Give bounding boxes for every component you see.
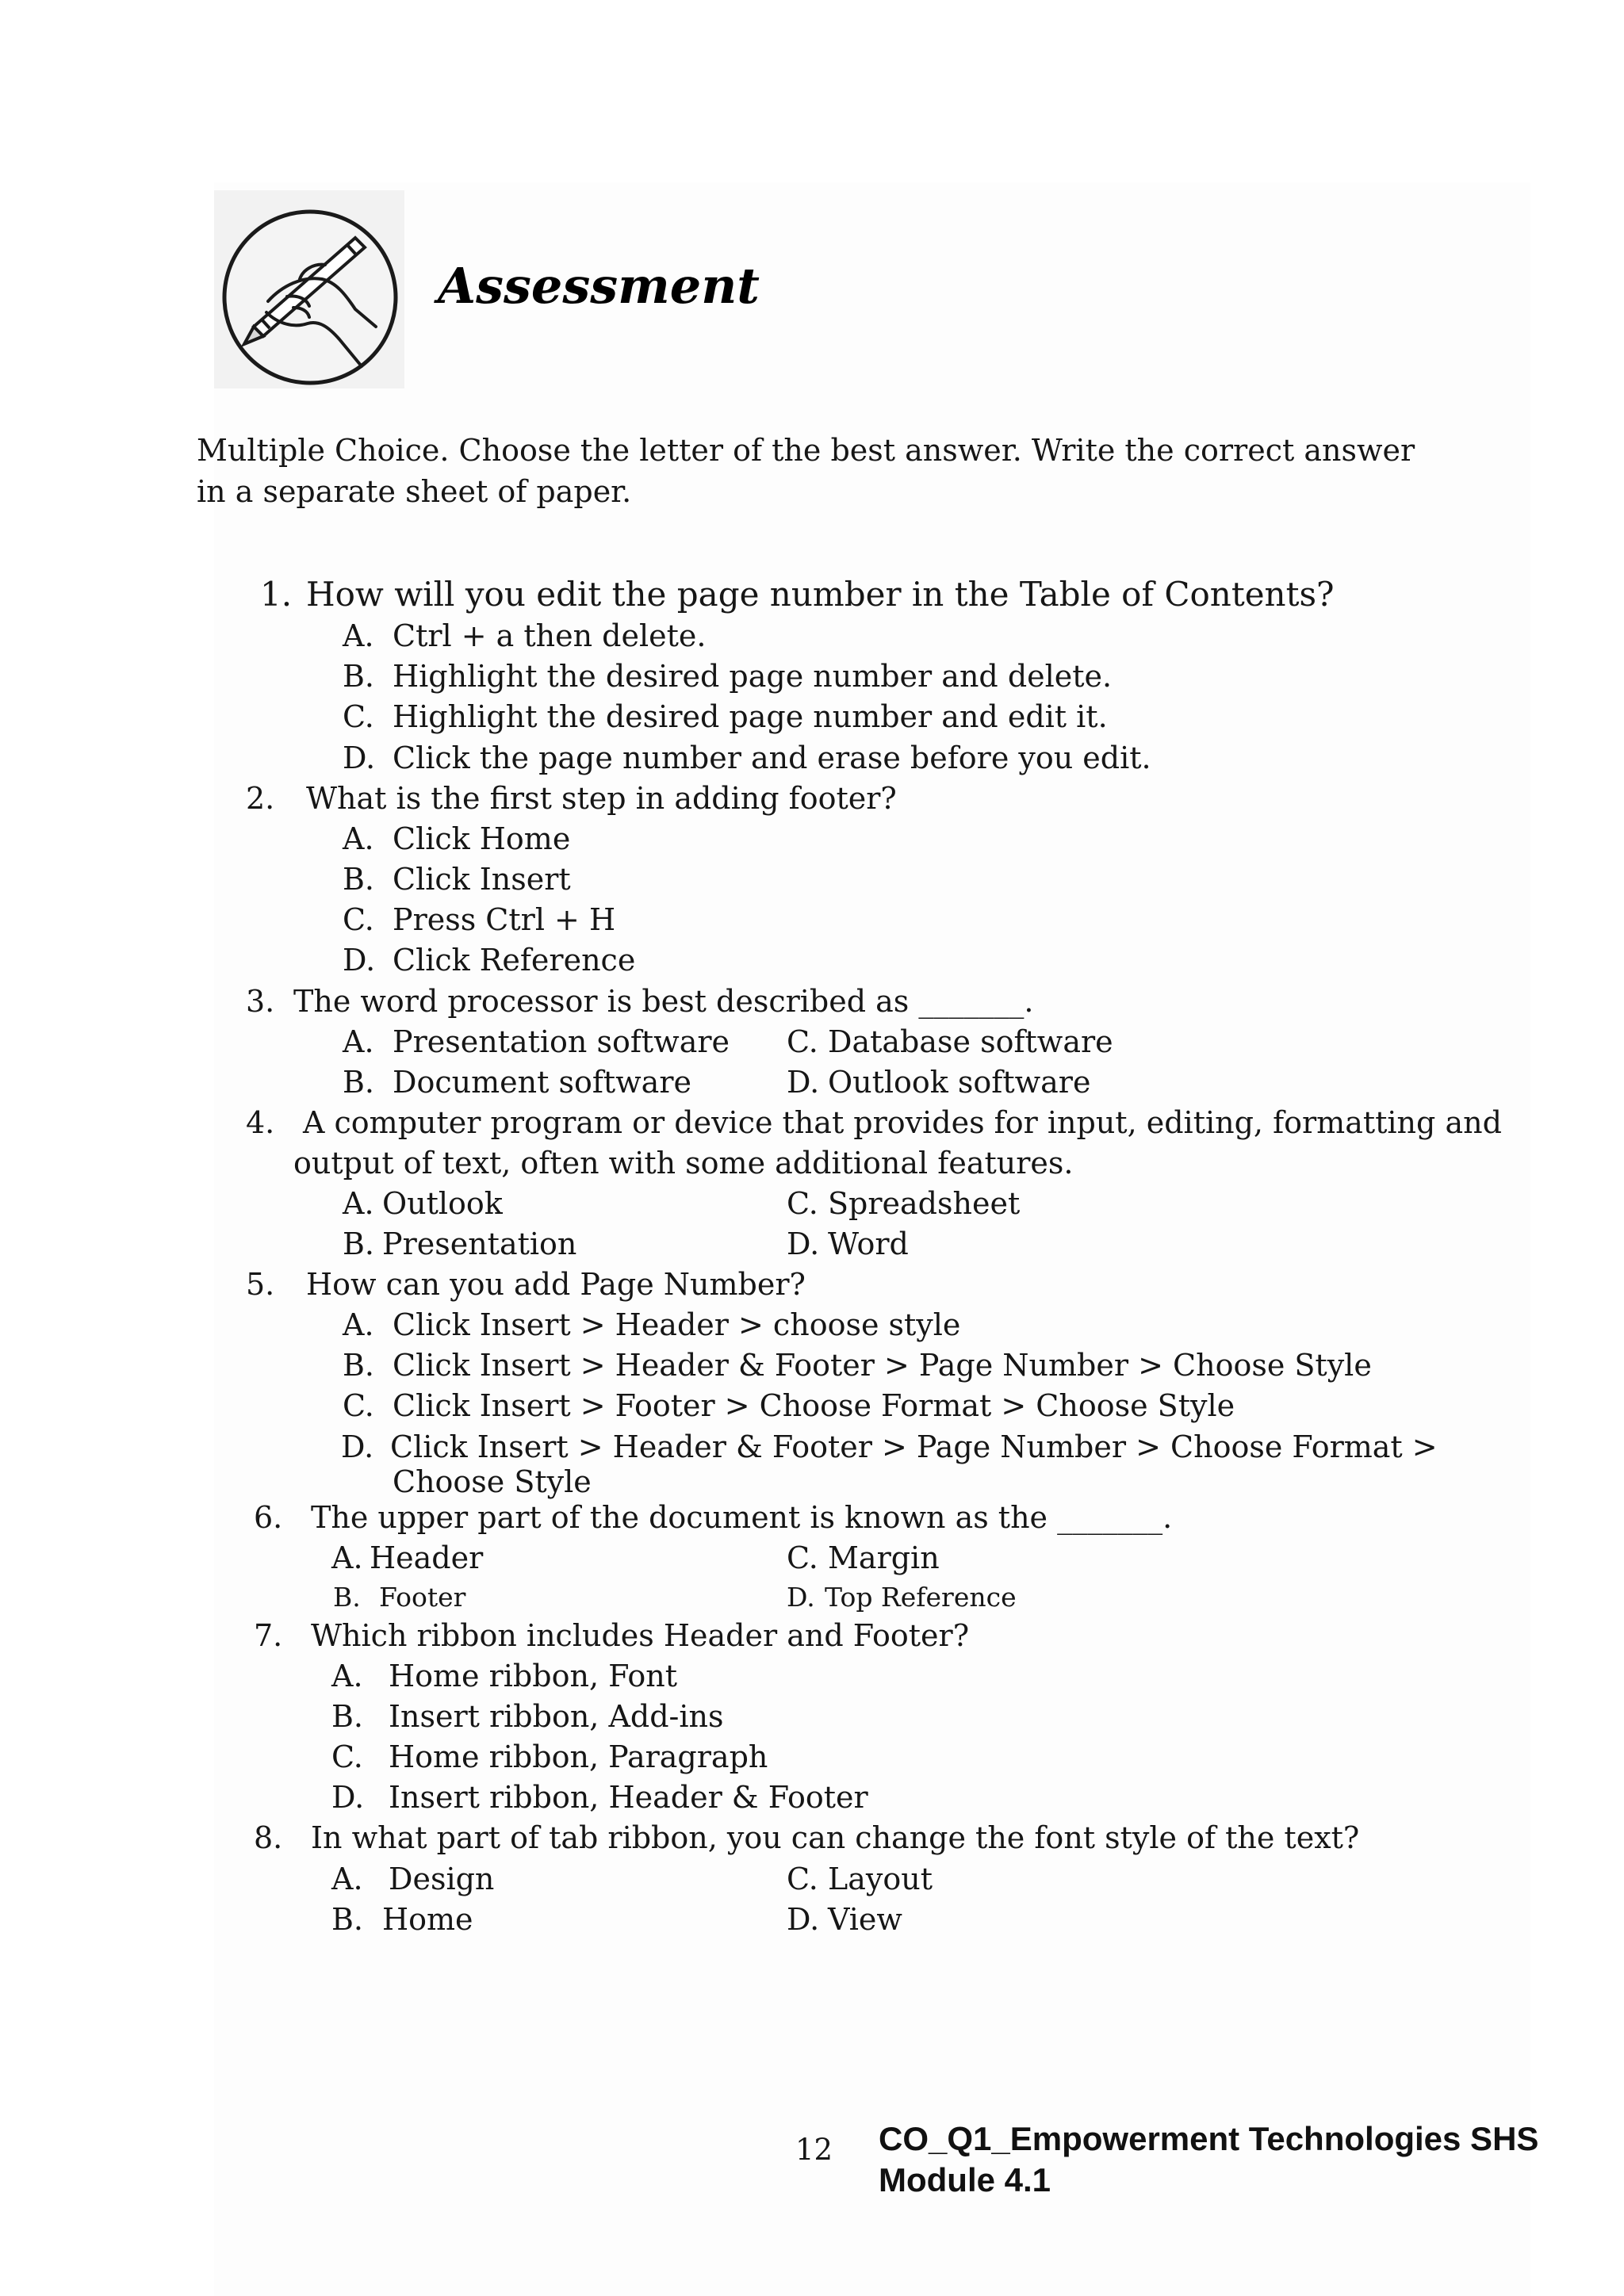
question-text: The upper part of the document is known as the _______. <box>311 1500 1173 1535</box>
option-letter: B. <box>343 862 375 897</box>
option-text: Spreadsheet <box>828 1186 1021 1221</box>
option-letter: B. <box>343 659 375 694</box>
option-letter: C. <box>343 902 374 937</box>
option-letter: A. <box>343 1186 374 1221</box>
option-text: Click Reference <box>393 943 636 978</box>
option-letter: D. <box>331 1780 365 1815</box>
option-letter: D. <box>787 1582 815 1613</box>
question-text: In what part of tab ribbon, you can change the font style of the text? <box>311 1820 1360 1855</box>
option-text: Click Insert <box>393 862 571 897</box>
option-letter: A. <box>343 618 374 653</box>
page-title: Assessment <box>438 257 760 315</box>
question-text: output of text, often with some additional features. <box>293 1146 1074 1181</box>
instructions-text: Multiple Choice. Choose the letter of the best answer. Write the correct answer in a separate sheet of paper. <box>197 433 1415 509</box>
option-text: Outlook <box>382 1186 503 1221</box>
option-letter: C. <box>331 1739 363 1774</box>
option-letter: B. <box>331 1902 364 1937</box>
question-number: 4. <box>246 1105 275 1140</box>
question-text: Which ribbon includes Header and Footer? <box>311 1618 970 1653</box>
option-letter: C. <box>787 1186 818 1221</box>
question-number: 1. <box>260 575 293 614</box>
option-text: Click Insert > Header & Footer > Page Number > Choose Style <box>393 1348 1372 1383</box>
module-footer <box>879 2118 1538 2201</box>
option-text: Press Ctrl + H <box>393 902 616 937</box>
option-letter: B. <box>333 1582 361 1613</box>
option-letter: A. <box>331 1862 363 1896</box>
option-text: Insert ribbon, Header & Footer <box>389 1780 868 1815</box>
question-text: How can you add Page Number? <box>306 1267 806 1302</box>
option-text: Ctrl + a then delete. <box>393 618 707 653</box>
page-number: 12 <box>795 2133 833 2167</box>
option-text: Home ribbon, Paragraph <box>389 1739 768 1774</box>
question-number: 7. <box>254 1618 283 1653</box>
question-text: How will you edit the page number in the Table of Contents? <box>306 575 1335 614</box>
option-text: Click Insert > Header > choose style <box>393 1307 961 1342</box>
option-text: Click Home <box>393 821 571 856</box>
option-letter: D. <box>341 1429 374 1464</box>
question-text: A computer program or device that provides for input, editing, formatting and <box>303 1105 1502 1140</box>
option-letter: D. <box>787 1065 820 1100</box>
option-letter: A. <box>343 1307 374 1342</box>
option-letter: A. <box>331 1659 363 1693</box>
option-text: Design <box>389 1862 495 1896</box>
option-letter: D. <box>787 1902 820 1937</box>
module-footer-line-1: CO_Q1_Empowerment Technologies SHS <box>879 2120 1539 2157</box>
module-footer-line-2: Module 4.1 <box>879 2161 1051 2198</box>
question-number: 6. <box>254 1500 283 1535</box>
option-text: Insert ribbon, Add-ins <box>389 1699 724 1734</box>
question-text: The word processor is best described as _______. <box>293 984 1034 1019</box>
option-text: Highlight the desired page number and edit it. <box>393 699 1108 734</box>
option-text: Header <box>370 1540 484 1575</box>
question-text: What is the first step in adding footer? <box>306 781 897 816</box>
option-text: Choose Style <box>393 1464 592 1499</box>
option-text: Click the page number and erase before you edit. <box>393 740 1151 775</box>
option-letter: D. <box>787 1226 820 1261</box>
option-letter: C. <box>787 1024 818 1059</box>
option-letter: B. <box>343 1226 375 1261</box>
option-text: Click Insert > Footer > Choose Format > Choose Style <box>393 1388 1235 1423</box>
option-text: Word <box>828 1226 909 1261</box>
option-letter: D. <box>343 740 376 775</box>
option-text: Home <box>382 1902 473 1937</box>
option-letter: B. <box>343 1065 375 1100</box>
option-letter: B. <box>331 1699 364 1734</box>
question-number: 8. <box>254 1820 283 1855</box>
option-letter: A. <box>343 1024 374 1059</box>
option-text: Home ribbon, Font <box>389 1659 678 1693</box>
pencil-hand-icon <box>220 208 400 387</box>
option-text: Click Insert > Header & Footer > Page Number > Choose Format > <box>390 1429 1438 1464</box>
option-text: Presentation <box>382 1226 577 1261</box>
question-number: 5. <box>246 1267 275 1302</box>
option-text: Footer <box>379 1582 466 1613</box>
option-text: Highlight the desired page number and delete. <box>393 659 1113 694</box>
option-letter: C. <box>787 1862 818 1896</box>
option-letter: B. <box>343 1348 375 1383</box>
option-text: Database software <box>828 1024 1113 1059</box>
option-text: Outlook software <box>828 1065 1091 1100</box>
option-letter: A. <box>343 821 374 856</box>
option-text: Presentation software <box>393 1024 730 1059</box>
option-text: Document software <box>393 1065 691 1100</box>
option-letter: C. <box>343 1388 374 1423</box>
option-letter: C. <box>343 699 374 734</box>
question-number: 3. <box>246 984 275 1019</box>
option-text: Layout <box>828 1862 933 1896</box>
option-text: Margin <box>828 1540 940 1575</box>
option-letter: A. <box>331 1540 363 1575</box>
question-number: 2. <box>246 781 275 816</box>
option-text: Top Reference <box>825 1582 1017 1613</box>
option-letter: C. <box>787 1540 818 1575</box>
option-letter: D. <box>343 943 376 978</box>
option-text: View <box>828 1902 902 1937</box>
